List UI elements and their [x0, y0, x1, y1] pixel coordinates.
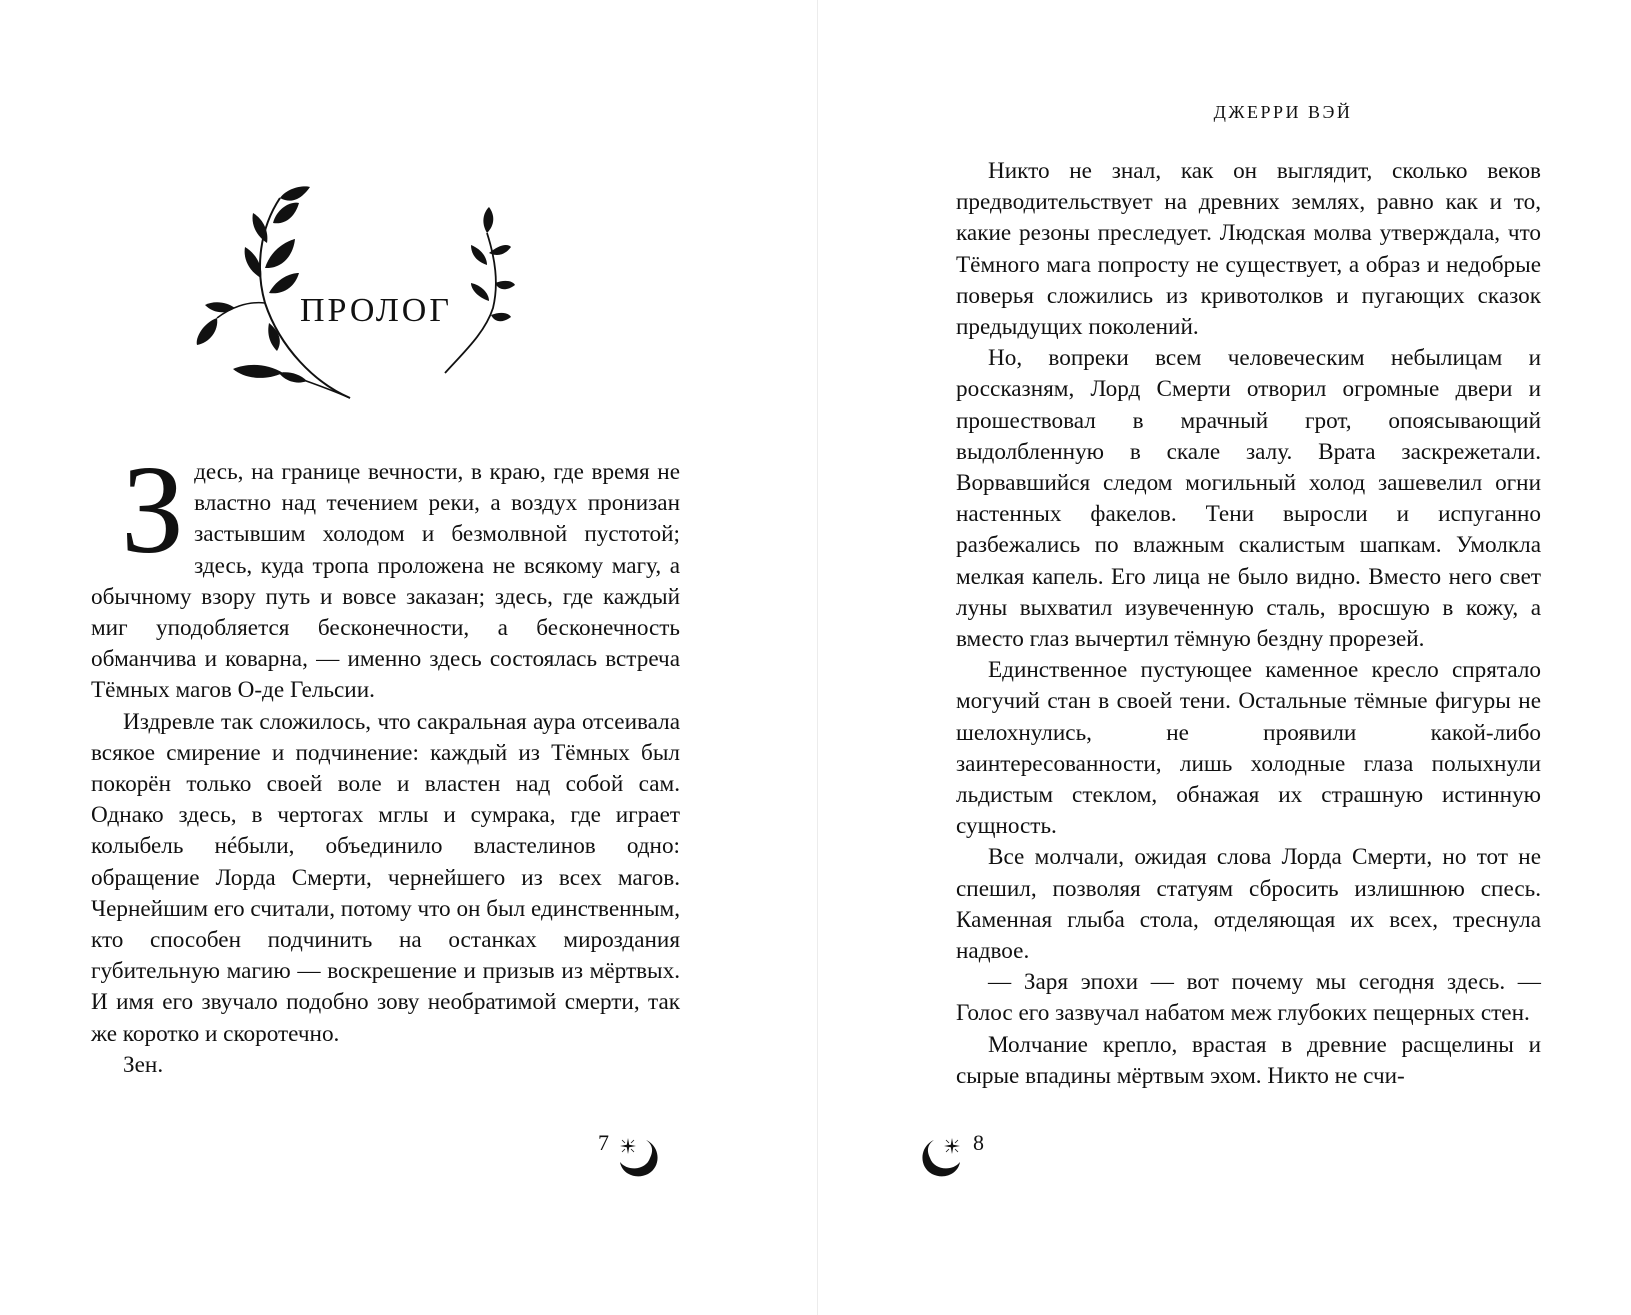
paragraph	[91, 441, 680, 707]
paragraph: Издревле так сложилось, что сакральная аура отсеивала всякое смирение и подчинение: каждый из Тёмных был покорён только своей воле и властен над собой сам. Однако здесь, в чертогах мглы и сумрака, где играет колыбель нéбыли, объединило властелинов одно: обращение Лорда Смерти, чернейшего из всех магов. Чернейшим его считали, потому что он был единственным, кто способен подчинить на останках мироздания губительную магию — воскрешение и призыв из мёртвых. И имя его звучало подобно зову необратимой смерти, так же коротко и скоротечно.	[91, 708, 680, 1047]
right-page	[818, 0, 1631, 1315]
paragraph-text: десь, на границе вечности, в краю, где время не властно над течением реки, а воздух пронизан застывшим холодом и безмолвной пустотой; здесь, куда тропа проложена не всякому магу, а обычному взору путь и вовсе заказан; здесь, где каждый миг уподобляется бесконечности, а бесконечность обманчива и коварна, — именно здесь состоялась встреча Тёмных магов О-де Гельсии.	[91, 459, 680, 704]
left-page-body	[91, 441, 680, 1081]
paragraph: — Заря эпохи — вот почему мы сегодня здесь. — Голос его зазвучал набатом меж глубоких пещерных стен.	[956, 969, 1541, 1027]
crescent-moon-star-icon	[616, 1132, 664, 1180]
running-header: ДЖЕРРИ ВЭЙ	[1213, 102, 1353, 122]
paragraph: Молчание крепло, врастая в древние расщелины и сырые впадины мёртвым эхом. Никто не счи-	[956, 1031, 1541, 1089]
drop-cap: З	[121, 441, 185, 580]
chapter-title: ПРОЛОГ	[300, 292, 453, 329]
paragraph: Зен.	[123, 1051, 164, 1078]
page-number: 7	[598, 1130, 609, 1155]
page-number-block	[598, 1130, 688, 1190]
paragraph: Все молчали, ожидая слова Лорда Смерти, но тот не спешил, позволяя статуям сбросить излишнюю спесь. Каменная глыба стола, отделяющая их всех, треснула надвое.	[956, 844, 1541, 965]
crescent-moon-star-icon	[916, 1132, 964, 1180]
page-number: 8	[973, 1130, 984, 1155]
right-page-body	[956, 156, 1541, 1092]
paragraph: Но, вопреки всем человеческим небылицам и россказням, Лорд Смерти отворил огромные двери и прошествовал в мрачный грот, опоясывающий выдолбленную в скале залу. Врата заскрежетали. Ворвавшийся следом могильный холод зашевелил огни настенных факелов. Тени выросли и испуганно разбежались по влажным скалистым шапкам. Умолкла мелкая капель. Его лица не было видно. Вместо него свет луны выхватил изувеченную сталь, вросшую в кожу, а вместо глаз вычертил тёмную бездну прорезей.	[956, 345, 1541, 653]
paragraph: Никто не знал, как он выглядит, сколько веков предводительствует на древних землях, равно как и то, какие резоны преследует. Людская молва утверждала, что Тёмного мага попросту не существует, а образ и недобрые поверья сложились из кривотолков и пугающих сказок предыдущих поколений.	[956, 158, 1541, 341]
paragraph: Единственное пустующее каменное кресло спрятало могучий стан в своей тени. Остальные тёмные фигуры не шелохнулись, не проявили какой-либо заинтересованности, лишь холодные глаза полыхнули льдистым стеклом, обнажая их страшную истинную сущность.	[956, 657, 1541, 840]
page-number-block	[913, 1130, 1003, 1190]
